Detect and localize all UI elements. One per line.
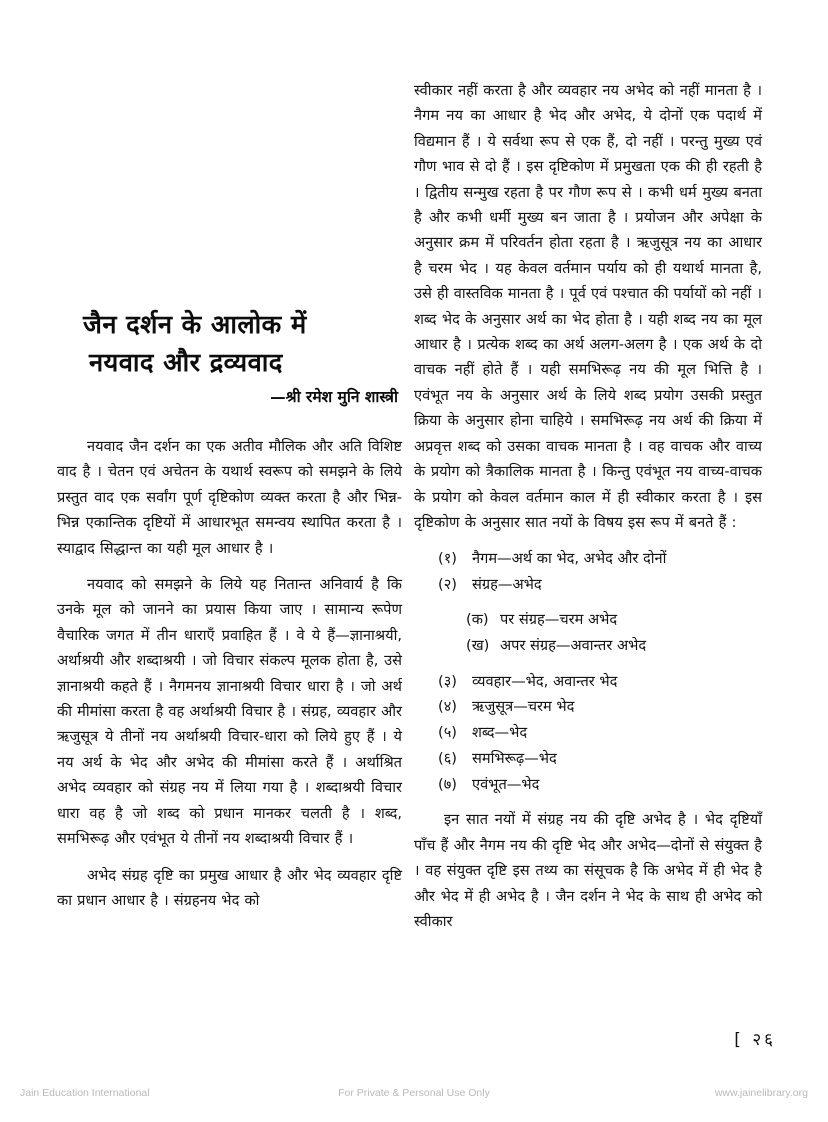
- list-item: [414, 669, 762, 695]
- list-item: [414, 607, 762, 633]
- list-item: [414, 720, 762, 746]
- list-item: [414, 633, 762, 659]
- list-marker: (१): [438, 550, 457, 568]
- list-marker: (५): [438, 724, 457, 742]
- list-item-label: संग्रह—अभेद: [472, 576, 542, 594]
- left-paragraph-1: नयवाद जैन दर्शन का एक अतीव मौलिक और अति विशिष्ट वाद है । चेतन एवं अचेतन के यथार्थ स्वरूप को समझने के लिये प्रस्तुत वाद एक सर्वांग पूर्ण दृष्टिकोण व्यक्त करता है और भिन्न-भिन्न एकान्तिक दृष्टियों में आधारभूत समन्वय स्थापित करता है । स्याद्वाद सिद्धान्त का यही मूल आधार है ।: [57, 438, 402, 557]
- left-text-column: [57, 78, 402, 913]
- list-marker: (क): [466, 610, 489, 628]
- list-item-label: अपर संग्रह—अवान्तर अभेद: [500, 636, 647, 654]
- list-item-label: व्यवहार—भेद, अवान्तर भेद: [472, 672, 618, 690]
- list-marker: (६): [438, 749, 457, 767]
- list-item-label: शब्द—भेद: [472, 724, 528, 742]
- page-footer: [0, 1084, 828, 1106]
- list-item: [414, 746, 762, 772]
- page-title-line-2: नयवाद और द्रव्यवाद: [89, 348, 283, 378]
- list-marker: (२): [438, 576, 457, 594]
- two-column-body: [0, 78, 828, 1038]
- list-item-label: ऋजुसूत्र—चरम भेद: [472, 698, 575, 716]
- page-number: [ २६: [734, 1030, 776, 1050]
- author-byline: —श्री रमेश मुनि शास्त्री: [270, 388, 398, 406]
- list-item-label: नैगम—अर्थ का भेद, अभेद और दोनों: [472, 550, 667, 568]
- list-item: [414, 772, 762, 798]
- seven-nayas-list: [414, 546, 762, 797]
- list-marker: (७): [438, 775, 457, 793]
- list-item-label: पर संग्रह—चरम अभेद: [500, 610, 618, 628]
- list-marker: (४): [438, 698, 457, 716]
- left-paragraph-3: अभेद संग्रह दृष्टि का प्रमुख आधार है और भेद व्यवहार दृष्टि का प्रधान आधार है । संग्रहनय भेद को: [57, 866, 402, 909]
- article-headline-block: [57, 306, 402, 412]
- footer-usage-notice: For Private & Personal Use Only: [338, 1087, 490, 1099]
- right-paragraph-closing: इन सात नयों में संग्रह नय की दृष्टि अभेद है । भेद दृष्टियाँ पाँच हैं और नैगम नय की दृष्टि भेद और अभेद—दोनों से संयुक्त है । वह संयुक्त दृष्टि इस तथ्य का संसूचक है कि अभेद में ही भेद है और भेद में ही अभेद है । जैन दर्शन ने भेद के साथ ही अभेद को स्वीकार: [414, 811, 762, 931]
- list-marker: (३): [438, 672, 457, 690]
- right-text-column: [414, 78, 762, 935]
- footer-website: www.jainelibrary.org: [714, 1087, 808, 1099]
- list-item: [414, 572, 762, 598]
- list-item-label: समभिरूढ़—भेद: [472, 749, 557, 767]
- list-marker: (ख): [466, 636, 490, 654]
- list-item: [414, 546, 762, 572]
- right-paragraph-continuation: स्वीकार नहीं करता है और व्यवहार नय अभेद को नहीं मानता है । नैगम नय का आधार है भेद और अभेद, ये दोनों एक पदार्थ में विद्यमान हैं । ये सर्वथा रूप से एक हैं, दो नहीं । परन्तु मुख्य एवं गौण भाव से दो हैं । इस दृष्टिकोण में प्रमुखता एक की ही रहती है । द्वितीय सन्मुख रहता है पर गौण रूप से । कभी धर्म मुख्य बनता है और कभी धर्मी मुख्य बन जाता है । प्रयोजन और अपेक्षा के अनुसार क्रम में परिवर्तन होता रहता है । ऋजुसूत्र नय का आधार है चरम भेद । यह केवल वर्तमान पर्याय को ही यथार्थ मानता है, उसे ही वास्तविक मानता है । पूर्व एवं पश्चात की पर्यायों को नहीं । शब्द भेद के अनुसार अर्थ का भेद होता है । यही शब्द नय का मूल आधार है । प्रत्येक शब्द का अर्थ अलग-अलग है । एक अर्थ के दो वाचक नहीं होते हैं । यही समभिरूढ़ नय की मूल भित्ति है । एवंभूत नय के अनुसार अर्थ के लिये शब्द प्रयोग उसकी प्रस्तुत क्रिया के अनुसार होना चाहिये । समभिरूढ़ नय अर्थ की क्रिया में अप्रवृत्त शब्द को उसका वाचक मानता है । वह वाचक और वाच्य के प्रयोग को त्रैकालिक मानता है । किन्तु एवंभूत नय वाच्य-वाचक के प्रयोग को केवल वर्तमान काल में ही स्वीकार करता है । इस दृष्टिकोण के अनुसार सात नयों के विषय इस रूप में बनते हैं :: [414, 82, 762, 531]
- sangraha-sublist: [414, 607, 762, 659]
- list-item: [414, 694, 762, 720]
- list-item-label: एवंभूत—भेद: [472, 775, 540, 793]
- footer-organization: Jain Education International: [20, 1087, 150, 1099]
- page-title-line-1: जैन दर्शन के आलोक में: [83, 310, 307, 340]
- left-paragraph-2: नयवाद को समझने के लिये यह नितान्त अनिवार्य है कि उनके मूल को जानने का प्रयास किया जाए । सामान्य रूपेण वैचारिक जगत में तीन धाराएँ प्रवाहित हैं । वे ये हैं—ज्ञानाश्रयी, अर्थाश्रयी और शब्दाश्रयी । जो विचार संकल्प मूलक होता है, उसे ज्ञानाश्रयी कहते हैं । नैगमनय ज्ञानाश्रयी विचार धारा है । जो अर्थ की मीमांसा करता है वह अर्थाश्रयी विचार है । संग्रह, व्यवहार और ऋजुसूत्र ये तीनों नय अर्थाश्रयी विचार-धारा को लिये हुए हैं । ये नय अर्थ के भेद और अभेद की मीमांसा करते हैं । अर्थाश्रित अभेद व्यवहार को संग्रह नय में लिया गया है । शब्दाश्रयी विचार धारा वह है जो शब्द को प्रधान मानकर चलती है । शब्द, समभिरूढ़ और एवंभूत ये तीनों नय शब्दाश्रयी विचार हैं ।: [57, 576, 402, 848]
